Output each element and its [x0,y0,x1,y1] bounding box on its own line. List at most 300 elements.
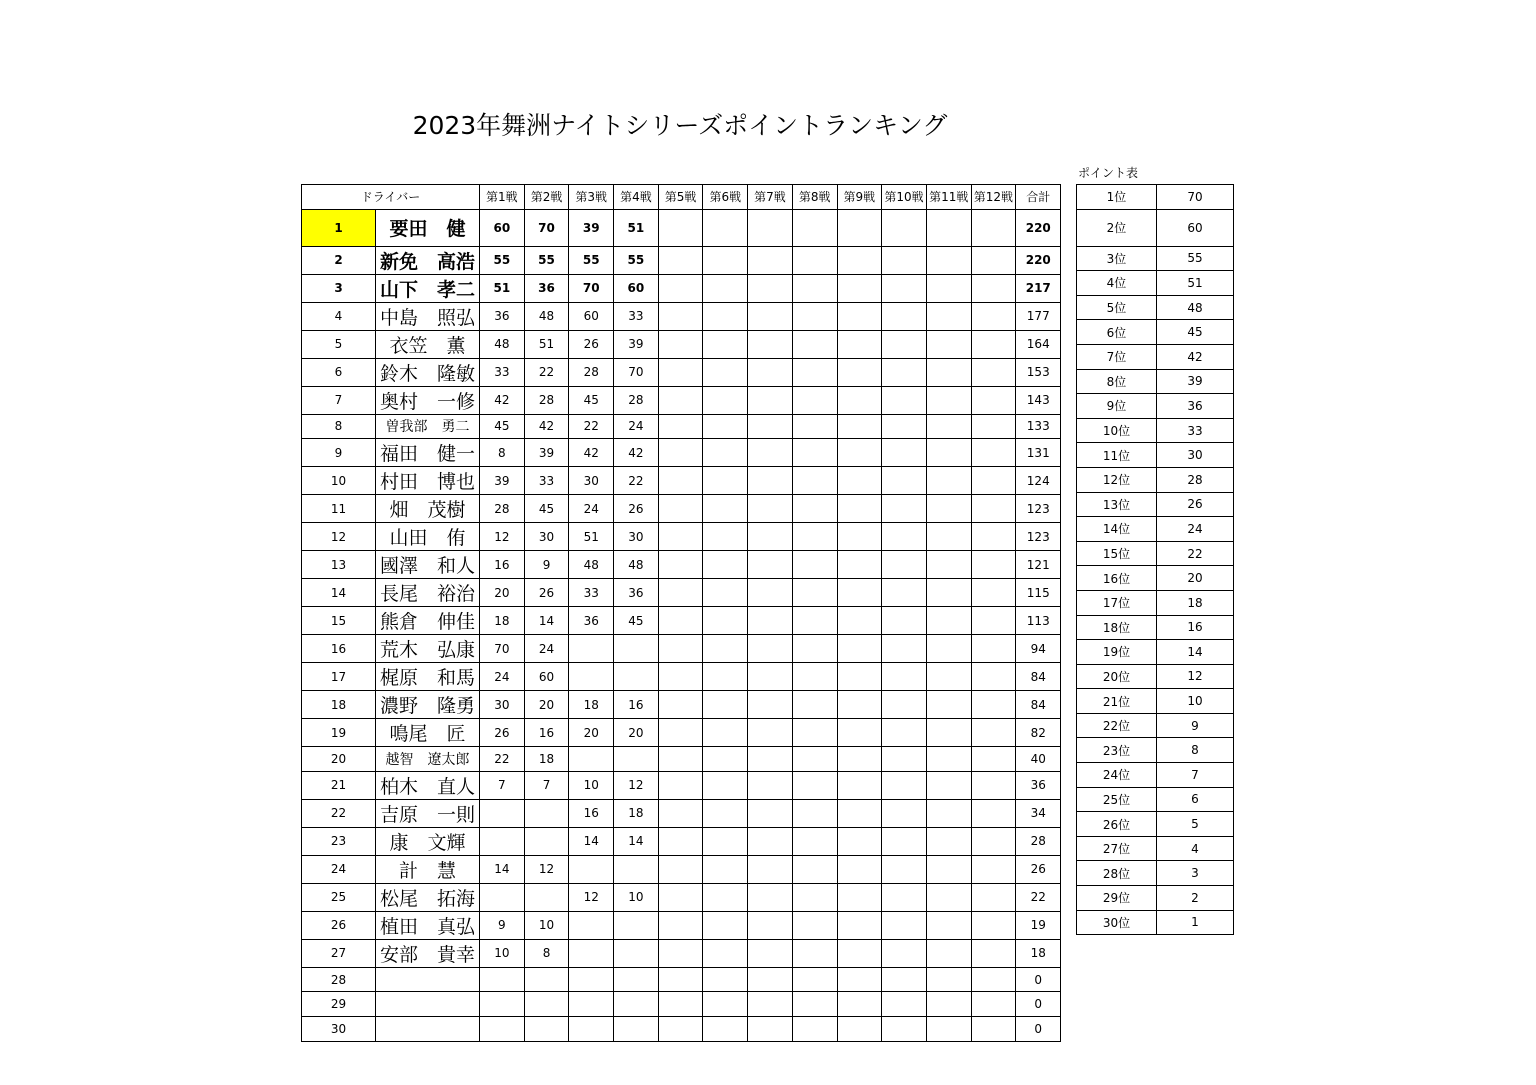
score-cell: 30 [480,691,525,719]
score-cell [971,246,1016,274]
score-cell [926,523,971,551]
score-cell [926,358,971,386]
total-cell: 82 [1016,719,1061,747]
score-cell [480,967,525,992]
score-cell [792,939,837,967]
table-row [302,747,1061,772]
score-cell [882,855,927,883]
score-cell [569,939,614,967]
place-cell: 6位 [1077,320,1157,345]
score-cell [792,330,837,358]
points-row [1077,640,1234,665]
driver-name-cell: 植田 真弘 [376,911,480,939]
score-cell [658,635,703,663]
score-cell [837,274,882,302]
score-cell: 18 [480,607,525,635]
total-cell: 34 [1016,799,1061,827]
score-cell: 24 [569,495,614,523]
score-cell [882,246,927,274]
score-cell: 45 [524,495,569,523]
total-cell: 0 [1016,1016,1061,1041]
driver-name-cell: 新免 高浩 [376,246,480,274]
score-cell [926,467,971,495]
score-cell [524,967,569,992]
score-cell [926,967,971,992]
place-cell: 5位 [1077,295,1157,320]
score-cell [792,523,837,551]
score-cell: 26 [524,579,569,607]
score-cell: 36 [480,302,525,330]
score-cell [926,439,971,467]
score-cell: 28 [569,358,614,386]
driver-name-cell: 村田 博也 [376,467,480,495]
score-cell [748,551,793,579]
table-row [302,246,1061,274]
place-cell: 3位 [1077,246,1157,271]
score-cell [792,771,837,799]
score-cell [569,911,614,939]
score-cell [837,495,882,523]
table-row [302,992,1061,1017]
place-cell: 16位 [1077,566,1157,591]
score-cell [792,1016,837,1041]
score-cell [748,274,793,302]
score-cell: 10 [524,911,569,939]
driver-name-cell [376,1016,480,1041]
score-cell [792,439,837,467]
points-cell: 16 [1157,615,1234,640]
score-cell [658,386,703,414]
place-cell: 15位 [1077,541,1157,566]
score-cell: 42 [614,439,659,467]
points-row [1077,763,1234,788]
score-cell [703,747,748,772]
score-cell [971,330,1016,358]
driver-name-cell: 長尾 裕治 [376,579,480,607]
score-cell [748,883,793,911]
score-cell: 36 [569,607,614,635]
score-cell [748,209,793,246]
score-cell [882,992,927,1017]
score-cell [569,635,614,663]
score-cell [658,911,703,939]
score-cell [882,330,927,358]
score-cell [658,523,703,551]
score-cell [614,747,659,772]
score-cell [837,939,882,967]
score-cell [882,827,927,855]
score-cell: 55 [614,246,659,274]
total-cell: 153 [1016,358,1061,386]
score-cell: 60 [524,663,569,691]
score-cell [748,719,793,747]
score-cell: 7 [524,771,569,799]
rank-cell: 28 [302,967,376,992]
place-cell: 14位 [1077,517,1157,542]
score-cell: 22 [480,747,525,772]
score-cell [837,467,882,495]
table-row [302,635,1061,663]
total-cell: 115 [1016,579,1061,607]
score-cell [882,799,927,827]
score-cell [703,607,748,635]
total-cell: 84 [1016,663,1061,691]
driver-name-cell: 計 慧 [376,855,480,883]
score-cell [926,911,971,939]
header-race-3: 第3戦 [569,185,614,210]
points-table-label: ポイント表 [1078,166,1139,180]
rank-cell: 15 [302,607,376,635]
score-cell [882,939,927,967]
score-cell [748,691,793,719]
score-cell: 28 [614,386,659,414]
score-cell [926,274,971,302]
score-cell [837,302,882,330]
score-cell: 60 [569,302,614,330]
rank-cell: 8 [302,414,376,439]
table-row [302,1016,1061,1041]
score-cell [480,1016,525,1041]
score-cell: 28 [524,386,569,414]
points-cell: 39 [1157,369,1234,394]
table-row [302,883,1061,911]
rank-cell: 18 [302,691,376,719]
ranking-table [301,184,1061,1042]
score-cell [658,274,703,302]
points-cell: 18 [1157,590,1234,615]
points-cell: 22 [1157,541,1234,566]
score-cell [703,883,748,911]
place-cell: 27位 [1077,836,1157,861]
score-cell [703,663,748,691]
driver-name-cell [376,967,480,992]
points-row [1077,418,1234,443]
score-cell: 24 [480,663,525,691]
score-cell [882,747,927,772]
score-cell [792,967,837,992]
score-cell [837,439,882,467]
score-cell [703,992,748,1017]
total-cell: 0 [1016,992,1061,1017]
points-row [1077,185,1234,210]
score-cell [926,992,971,1017]
score-cell [837,691,882,719]
rank-cell: 19 [302,719,376,747]
score-cell [971,579,1016,607]
score-cell: 45 [480,414,525,439]
score-cell [882,495,927,523]
place-cell: 1位 [1077,185,1157,210]
points-row [1077,467,1234,492]
score-cell [926,495,971,523]
score-cell [792,414,837,439]
points-cell: 4 [1157,836,1234,861]
points-cell: 24 [1157,517,1234,542]
score-cell [971,635,1016,663]
score-cell [792,607,837,635]
table-row [302,523,1061,551]
driver-name-cell: 奥村 一修 [376,386,480,414]
score-cell [837,883,882,911]
header-race-8: 第8戦 [792,185,837,210]
score-cell [882,467,927,495]
score-cell [792,663,837,691]
rank-cell: 4 [302,302,376,330]
score-cell [703,827,748,855]
place-cell: 18位 [1077,615,1157,640]
score-cell: 24 [614,414,659,439]
place-cell: 11位 [1077,443,1157,468]
score-cell [658,1016,703,1041]
score-cell [658,939,703,967]
score-cell: 55 [524,246,569,274]
score-cell [882,274,927,302]
score-cell: 12 [480,523,525,551]
points-row [1077,271,1234,296]
score-cell [748,386,793,414]
total-cell: 133 [1016,414,1061,439]
score-cell: 39 [480,467,525,495]
table-row [302,439,1061,467]
driver-name-cell: 國澤 和人 [376,551,480,579]
score-cell [792,302,837,330]
points-cell: 48 [1157,295,1234,320]
rank-cell: 17 [302,663,376,691]
header-race-11: 第11戦 [926,185,971,210]
total-cell: 94 [1016,635,1061,663]
score-cell: 14 [524,607,569,635]
points-row [1077,689,1234,714]
rank-cell: 2 [302,246,376,274]
score-cell [926,414,971,439]
score-cell [748,635,793,663]
place-cell: 28位 [1077,861,1157,886]
score-cell: 8 [480,439,525,467]
score-cell: 9 [480,911,525,939]
score-cell: 36 [614,579,659,607]
score-cell: 16 [524,719,569,747]
points-row [1077,517,1234,542]
points-cell: 8 [1157,738,1234,763]
score-cell [792,911,837,939]
score-cell: 22 [614,467,659,495]
place-cell: 23位 [1077,738,1157,763]
place-cell: 25位 [1077,787,1157,812]
place-cell: 26位 [1077,812,1157,837]
score-cell [748,523,793,551]
score-cell [971,967,1016,992]
score-cell [971,439,1016,467]
score-cell [792,246,837,274]
score-cell: 51 [524,330,569,358]
score-cell: 70 [480,635,525,663]
score-cell [926,579,971,607]
points-cell: 55 [1157,246,1234,271]
score-cell: 55 [480,246,525,274]
score-cell [703,579,748,607]
score-cell [926,663,971,691]
score-cell: 45 [614,607,659,635]
score-cell [748,855,793,883]
rank-cell: 11 [302,495,376,523]
driver-name-cell [376,992,480,1017]
score-cell: 18 [569,691,614,719]
score-cell [926,771,971,799]
driver-name-cell: 安部 貴幸 [376,939,480,967]
driver-name-cell: 山田 侑 [376,523,480,551]
score-cell: 30 [569,467,614,495]
score-cell [882,635,927,663]
score-cell [971,883,1016,911]
points-row [1077,590,1234,615]
score-cell [882,771,927,799]
score-cell: 51 [480,274,525,302]
score-cell [882,1016,927,1041]
table-row [302,967,1061,992]
score-cell [837,663,882,691]
total-cell: 123 [1016,495,1061,523]
points-row [1077,861,1234,886]
score-cell [837,719,882,747]
score-cell [926,246,971,274]
points-cell: 20 [1157,566,1234,591]
score-cell [792,827,837,855]
score-cell: 20 [480,579,525,607]
total-cell: 0 [1016,967,1061,992]
place-cell: 20位 [1077,664,1157,689]
score-cell [792,551,837,579]
table-row [302,495,1061,523]
score-cell [792,799,837,827]
points-row [1077,369,1234,394]
total-cell: 220 [1016,209,1061,246]
score-cell [748,246,793,274]
header-total: 合計 [1016,185,1061,210]
score-cell [882,663,927,691]
score-cell [524,1016,569,1041]
score-cell [658,967,703,992]
score-cell [748,467,793,495]
score-cell [837,992,882,1017]
table-row [302,911,1061,939]
place-cell: 24位 [1077,763,1157,788]
score-cell [658,607,703,635]
score-cell [837,827,882,855]
score-cell [926,719,971,747]
driver-name-cell: 要田 健 [376,209,480,246]
points-row [1077,836,1234,861]
score-cell [837,799,882,827]
table-row [302,799,1061,827]
rank-cell: 21 [302,771,376,799]
score-cell: 39 [569,209,614,246]
score-cell [703,939,748,967]
score-cell [748,911,793,939]
score-cell: 10 [569,771,614,799]
score-cell [837,386,882,414]
driver-name-cell: 松尾 拓海 [376,883,480,911]
score-cell: 14 [480,855,525,883]
score-cell [926,551,971,579]
rank-cell: 30 [302,1016,376,1041]
driver-name-cell: 康 文輝 [376,827,480,855]
score-cell: 26 [480,719,525,747]
score-cell: 28 [480,495,525,523]
score-cell [748,1016,793,1041]
score-cell [837,579,882,607]
total-cell: 217 [1016,274,1061,302]
table-row [302,551,1061,579]
score-cell: 36 [524,274,569,302]
total-cell: 36 [1016,771,1061,799]
header-race-5: 第5戦 [658,185,703,210]
table-row [302,467,1061,495]
score-cell [837,523,882,551]
points-row [1077,443,1234,468]
points-cell: 9 [1157,713,1234,738]
points-row [1077,492,1234,517]
score-cell: 48 [614,551,659,579]
score-cell [837,358,882,386]
score-cell [837,209,882,246]
score-cell [748,827,793,855]
score-cell [926,607,971,635]
total-cell: 124 [1016,467,1061,495]
score-cell [658,663,703,691]
driver-name-cell: 越智 遼太郎 [376,747,480,772]
points-cell: 42 [1157,344,1234,369]
table-row [302,663,1061,691]
score-cell [971,719,1016,747]
total-cell: 143 [1016,386,1061,414]
score-cell [882,691,927,719]
score-cell: 70 [524,209,569,246]
score-cell [882,414,927,439]
driver-name-cell: 濃野 隆勇 [376,691,480,719]
score-cell [524,799,569,827]
score-cell [614,967,659,992]
header-race-2: 第2戦 [524,185,569,210]
score-cell [971,358,1016,386]
points-row [1077,738,1234,763]
score-cell [882,911,927,939]
table-row [302,358,1061,386]
rank-cell: 27 [302,939,376,967]
score-cell [926,827,971,855]
score-cell: 20 [524,691,569,719]
points-cell: 6 [1157,787,1234,812]
points-row [1077,320,1234,345]
points-row [1077,394,1234,419]
rank-cell: 23 [302,827,376,855]
score-cell [569,1016,614,1041]
driver-name-cell: 福田 健一 [376,439,480,467]
driver-name-cell: 畑 茂樹 [376,495,480,523]
score-cell [748,799,793,827]
score-cell: 60 [614,274,659,302]
score-cell: 33 [524,467,569,495]
score-cell [971,1016,1016,1041]
points-cell: 7 [1157,763,1234,788]
score-cell: 70 [569,274,614,302]
score-cell [614,992,659,1017]
score-cell [658,551,703,579]
header-race-7: 第7戦 [748,185,793,210]
score-cell [837,855,882,883]
score-cell [524,992,569,1017]
points-cell: 70 [1157,185,1234,210]
score-cell: 55 [569,246,614,274]
